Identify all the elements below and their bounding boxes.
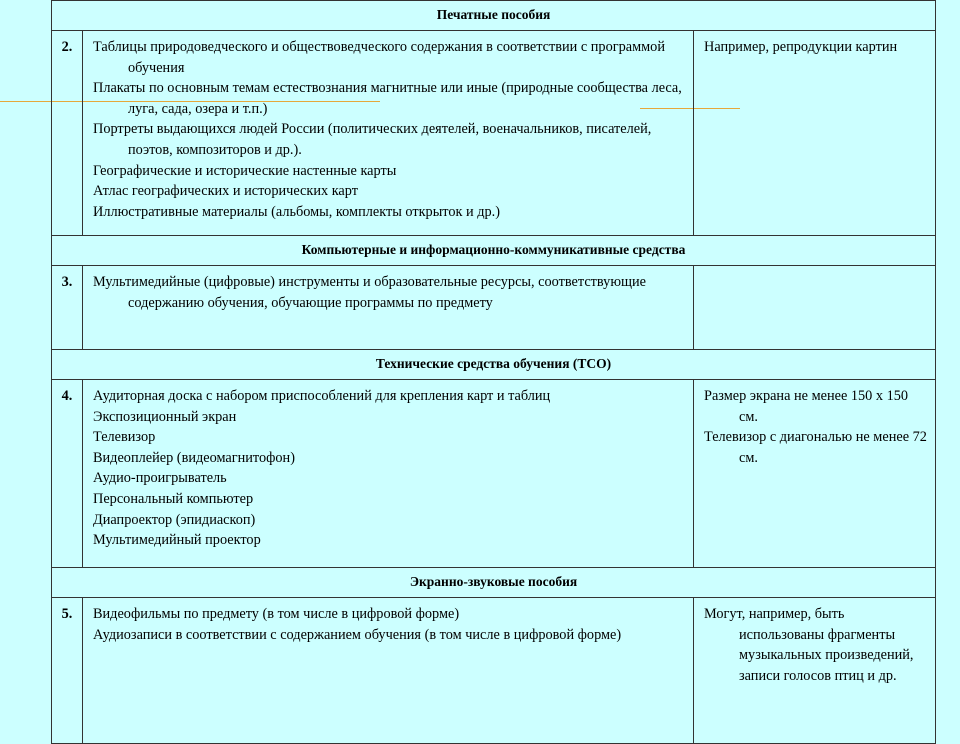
note-text: Размер экрана не менее 150 х 150 см. [704, 388, 909, 425]
items-cell [83, 266, 694, 350]
equipment-item: Атлас географических и исторических карт [93, 183, 358, 200]
row-number: 3. [52, 266, 83, 350]
equipment-item: Географические и исторические настенные карты [93, 162, 397, 179]
equipment-item: Экспозиционный экран [93, 408, 237, 425]
section-heading: Экранно-звуковые пособия [52, 568, 936, 598]
equipment-item: Портреты выдающихся людей России (политических деятелей, военачальников, писателей, поэтов, композиторов и др.). [93, 121, 652, 158]
note-text: Например, репродукции картин [704, 39, 898, 55]
note-text: Телевизор с диагональю не менее 72 см. [704, 429, 927, 466]
notes-cell [694, 598, 936, 744]
notes-cell [694, 266, 936, 350]
equipment-item: Аудиторная доска с набором приспособлений для крепления карт и таблиц [93, 388, 551, 404]
equipment-item: Плакаты по основным темам естествознания магнитные или иные (природные сообщества леса, луга, сада, озера и т.п.) [93, 80, 682, 117]
items-cell [83, 380, 694, 568]
row-number: 2. [52, 31, 83, 236]
notes-cell [694, 31, 936, 236]
section-heading: Технические средства обучения (ТСО) [52, 350, 936, 380]
equipment-item: Диапроектор (эпидиаскоп) [93, 511, 256, 528]
notes-cell [694, 380, 936, 568]
items-cell [83, 598, 694, 744]
equipment-item: Видеофильмы по предмету (в том числе в цифровой форме) [93, 606, 460, 622]
row-number: 4. [52, 380, 83, 568]
row-number: 5. [52, 598, 83, 744]
section-heading: Компьютерные и информационно-коммуникативные средства [52, 236, 936, 266]
equipment-item: Мультимедийные (цифровые) инструменты и образовательные ресурсы, соответствующие содержанию обучения, обучающие программы по предмету [93, 274, 647, 311]
equipment-item: Видеоплейер (видеомагнитофон) [93, 449, 295, 466]
equipment-item: Аудио-проигрыватель [93, 470, 227, 487]
note-text: Могут, например, быть использованы фрагменты музыкальных произведений, записи голосов птиц и др. [704, 606, 914, 684]
equipment-item: Таблицы природоведческого и обществоведческого содержания в соответствии с программой обучения [93, 39, 665, 76]
equipment-item: Мультимедийный проектор [93, 532, 261, 549]
items-cell [83, 31, 694, 236]
equipment-item: Иллюстративные материалы (альбомы, комплекты открыток и др.) [93, 203, 501, 220]
equipment-item: Аудиозаписи в соответствии с содержанием обучения (в том числе в цифровой форме) [93, 626, 622, 643]
equipment-item: Телевизор [93, 429, 156, 446]
equipment-table [51, 0, 936, 744]
section-heading: Печатные пособия [52, 1, 936, 31]
equipment-item: Персональный компьютер [93, 490, 254, 507]
